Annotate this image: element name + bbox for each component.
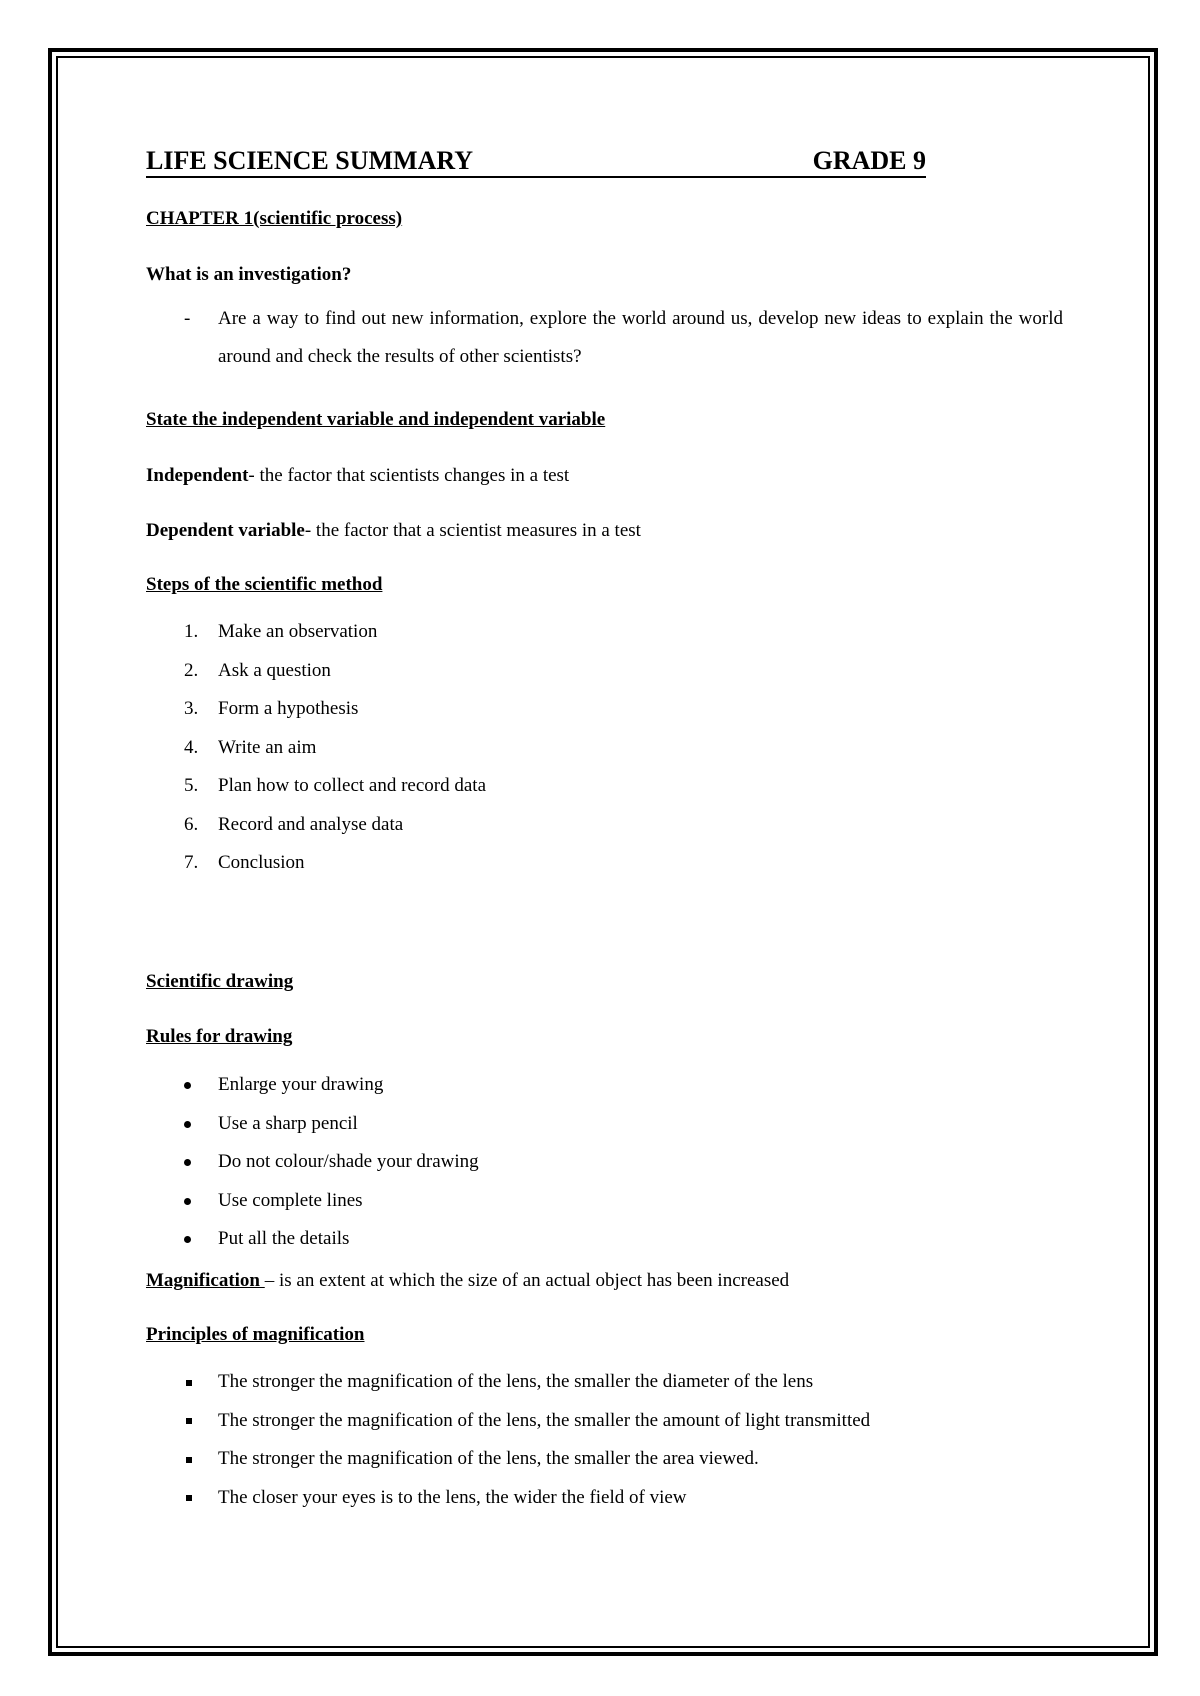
rules-list xyxy=(146,1066,479,1259)
list-item xyxy=(146,1143,479,1182)
square-bullet-icon xyxy=(186,1457,192,1463)
principles-heading: Principles of magnification xyxy=(146,1324,365,1345)
square-bullet-icon xyxy=(186,1380,192,1386)
investigation-answer xyxy=(146,300,1063,376)
rule-text: Enlarge your drawing xyxy=(218,1074,384,1096)
list-item xyxy=(146,767,486,806)
list-item xyxy=(146,1220,479,1259)
list-item xyxy=(146,1105,479,1144)
principle-text: The stronger the magnification of the lens, the smaller the diameter of the lens xyxy=(218,1371,814,1393)
independent-def: - the factor that scientists changes in a test xyxy=(248,465,570,486)
title-row xyxy=(146,146,926,178)
chapter-heading: CHAPTER 1(scientific process) xyxy=(146,208,403,229)
list-item xyxy=(146,1402,870,1441)
list-item xyxy=(146,1363,870,1402)
step-number: 7. xyxy=(184,852,199,874)
magnification-definition xyxy=(146,1269,789,1293)
bullet-icon xyxy=(184,1236,191,1243)
variables-heading-block xyxy=(146,409,605,431)
list-item xyxy=(146,690,486,729)
chapter-heading-block xyxy=(146,208,402,230)
bullet-icon xyxy=(184,1121,191,1128)
independent-definition xyxy=(146,464,569,488)
bullet-icon xyxy=(184,1082,191,1089)
step-number: 2. xyxy=(184,659,199,681)
list-item xyxy=(146,613,486,652)
list-item xyxy=(146,652,486,691)
rule-text: Do not colour/shade your drawing xyxy=(218,1151,479,1173)
investigation-answer-block xyxy=(146,300,1063,376)
steps-heading-block xyxy=(146,574,382,596)
dependent-def: - the factor that a scientist measures in a test xyxy=(304,520,641,541)
list-item xyxy=(146,729,486,768)
magnification-def: – is an extent at which the size of an actual object has been increased xyxy=(264,1270,790,1291)
step-text: Make an observation xyxy=(218,621,378,643)
principles-heading-block xyxy=(146,1324,364,1346)
bullet-icon xyxy=(184,1159,191,1166)
variables-heading: State the independent variable and independent variable xyxy=(146,409,606,430)
rule-text: Use complete lines xyxy=(218,1189,363,1211)
square-bullet-icon xyxy=(186,1495,192,1501)
step-text: Form a hypothesis xyxy=(218,698,359,720)
principles-list xyxy=(146,1363,870,1517)
steps-list xyxy=(146,613,486,883)
list-item xyxy=(146,1440,870,1479)
dependent-definition xyxy=(146,519,641,543)
investigation-answer-text: Are a way to find out new information, explore the world around us, develop new ideas to explain the world around and check the results of other scientists? xyxy=(218,308,1063,367)
step-text: Conclusion xyxy=(218,852,305,874)
rules-heading: Rules for drawing xyxy=(146,1026,293,1047)
investigation-question-block xyxy=(146,263,351,287)
dash-marker: - xyxy=(184,308,191,329)
square-bullet-icon xyxy=(186,1418,192,1424)
bullet-icon xyxy=(184,1198,191,1205)
step-text: Write an aim xyxy=(218,736,317,758)
step-number: 1. xyxy=(184,621,199,643)
step-text: Ask a question xyxy=(218,659,331,681)
step-number: 4. xyxy=(184,736,199,758)
steps-heading: Steps of the scientific method xyxy=(146,574,383,595)
document-title: LIFE SCIENCE SUMMARY xyxy=(146,146,474,175)
list-item xyxy=(146,1479,870,1518)
list-item xyxy=(146,844,486,883)
investigation-question: What is an investigation? xyxy=(146,264,352,285)
rule-text: Use a sharp pencil xyxy=(218,1112,358,1134)
principle-text: The stronger the magnification of the lens, the smaller the amount of light transmitted xyxy=(218,1409,871,1431)
step-number: 6. xyxy=(184,813,199,835)
independent-term: Independent xyxy=(146,465,249,486)
step-number: 5. xyxy=(184,775,199,797)
grade-label: GRADE 9 xyxy=(812,146,926,175)
rules-heading-block xyxy=(146,1026,292,1048)
rule-text: Put all the details xyxy=(218,1228,350,1250)
list-item xyxy=(146,1182,479,1221)
scientific-drawing-heading: Scientific drawing xyxy=(146,971,294,992)
step-text: Plan how to collect and record data xyxy=(218,775,487,797)
list-item xyxy=(146,806,486,845)
list-item xyxy=(146,1066,479,1105)
drawing-heading-block xyxy=(146,971,293,993)
step-text: Record and analyse data xyxy=(218,813,404,835)
magnification-term: Magnification xyxy=(146,1270,265,1291)
principle-text: The stronger the magnification of the lens, the smaller the area viewed. xyxy=(218,1448,759,1470)
dependent-term: Dependent variable xyxy=(146,520,305,541)
step-number: 3. xyxy=(184,698,199,720)
principle-text: The closer your eyes is to the lens, the wider the field of view xyxy=(218,1486,687,1508)
